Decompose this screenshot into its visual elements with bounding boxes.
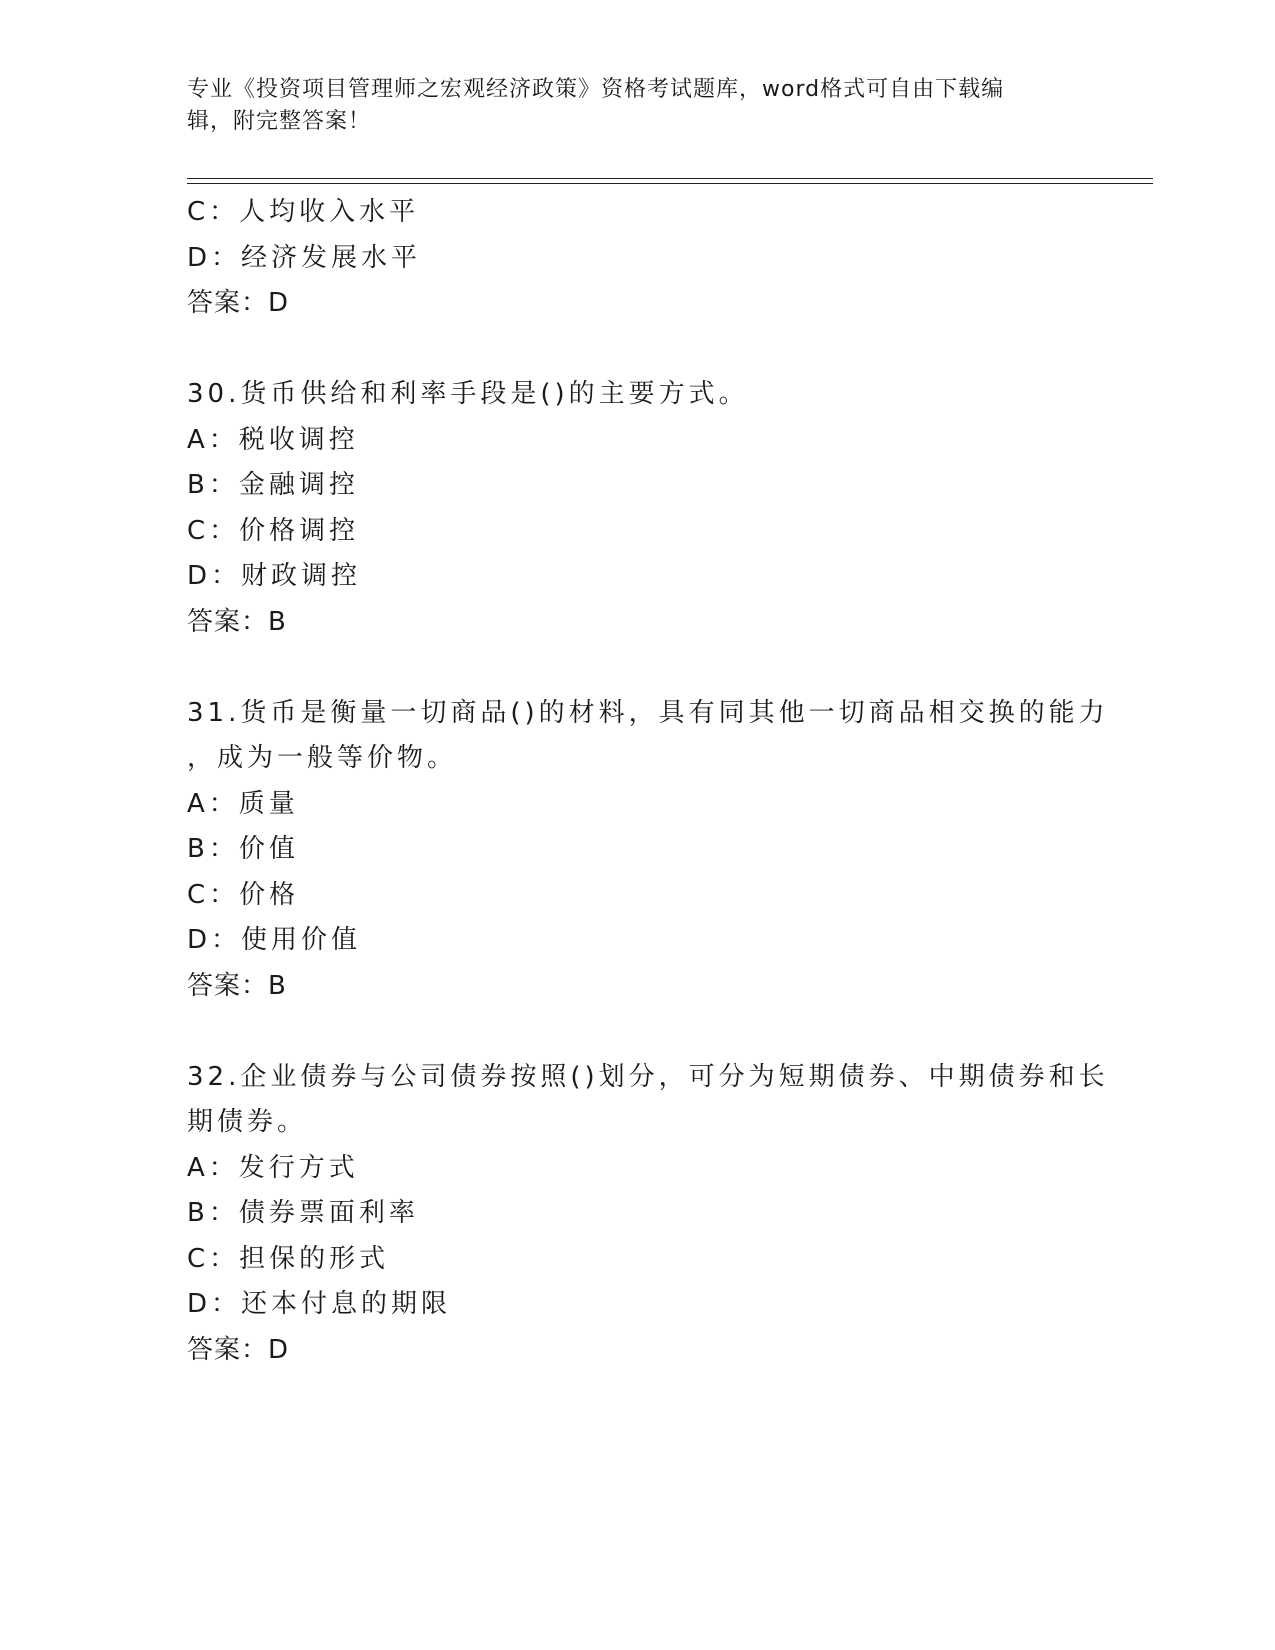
option-a: A：税收调控 — [187, 424, 359, 455]
option-b: B：价值 — [187, 834, 299, 864]
header-line-1: 专业《投资项目管理师之宏观经济政策》资格考试题库，word格式可自由下载编 — [187, 77, 1005, 102]
option-c: C：担保的形式 — [187, 1243, 390, 1274]
header-divider-top — [187, 178, 1153, 179]
question-stem: 30.货币供给和利率手段是()的主要方式。 — [187, 379, 749, 409]
option-b: B：金融调控 — [187, 470, 359, 500]
option-a: A：发行方式 — [187, 1152, 359, 1183]
answer-line: 答案：B — [187, 970, 287, 1001]
answer-line: 答案：B — [187, 606, 287, 637]
header-line-2: 辑，附完整答案！ — [187, 109, 372, 134]
question-32 — [187, 1055, 1109, 1374]
question-list — [187, 190, 1109, 1373]
option-c: C：价格调控 — [187, 515, 360, 546]
option-d: D：还本付息的期限 — [187, 1289, 452, 1319]
answer-line: 答案：D — [187, 288, 290, 318]
question-stem-line-1: 31.货币是衡量一切商品()的材料，具有同其他一切商品相交换的能力 — [187, 697, 1109, 728]
option-c: C：价格 — [187, 879, 300, 910]
question-stem-line-1: 32.企业债券与公司债券按照()划分，可分为短期债券、中期债券和长 — [187, 1061, 1109, 1092]
spacer — [187, 327, 1087, 373]
question-stem-line-2: 期债券。 — [187, 1107, 308, 1137]
question-partial — [187, 190, 1087, 327]
document-header — [187, 74, 1067, 138]
question-31 — [187, 691, 1109, 1010]
question-stem-line-2: ，成为一般等价物。 — [187, 743, 458, 773]
spacer — [187, 645, 1087, 691]
option-d: D：财政调控 — [187, 561, 362, 591]
option-d: D：经济发展水平 — [187, 242, 422, 273]
option-c: C：人均收入水平 — [187, 197, 420, 227]
option-b: B：债券票面利率 — [187, 1198, 419, 1228]
question-30 — [187, 372, 1087, 645]
option-a: A：质量 — [187, 788, 299, 819]
answer-line: 答案：D — [187, 1334, 290, 1365]
spacer — [187, 1009, 1087, 1055]
option-d: D：使用价值 — [187, 925, 362, 955]
header-divider-bottom — [187, 183, 1153, 184]
